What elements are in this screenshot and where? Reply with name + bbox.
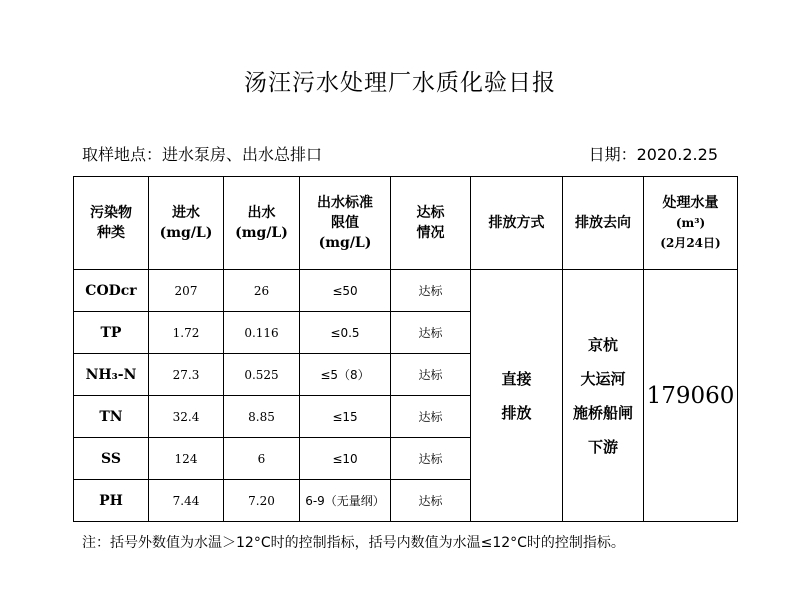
discharge-destination-line3: 施桥船闸 [572,403,633,422]
header-standard-line1: 出水标准 [317,195,373,211]
header-compliance-line1: 达标 [416,205,445,221]
water-quality-table [73,176,738,522]
discharge-method-line2: 排放 [501,403,532,422]
limit-cell: ≤0.5 [300,312,391,354]
treated-volume-cell: 179060 [644,270,738,522]
header-standard-line2: 限值 [331,215,359,231]
limit-cell: 6-9（无量纲） [300,480,391,522]
header-compliance [391,177,471,270]
param-cell: TP [74,312,149,354]
status-cell: 达标 [391,270,471,312]
header-influent-line1: 进水 [172,205,200,221]
influent-cell: 32.4 [149,396,224,438]
header-standard [300,177,391,270]
status-cell: 达标 [391,354,471,396]
discharge-destination-cell [563,270,644,522]
sample-location: 取样地点：进水泵房、出水总排口 [82,145,323,164]
header-pollutant-line1: 污染物 [90,205,132,221]
header-effluent-line2: (mg/L) [235,225,288,241]
param-cell: TN [74,396,149,438]
param-cell: PH [74,480,149,522]
param-cell: NH₃-N [74,354,149,396]
param-cell: CODcr [74,270,149,312]
header-influent [149,177,224,270]
influent-cell: 27.3 [149,354,224,396]
effluent-cell: 0.116 [224,312,300,354]
discharge-destination-line2: 大运河 [580,369,626,388]
header-discharge-destination: 排放去向 [563,177,644,270]
limit-cell: ≤15 [300,396,391,438]
header-volume [644,177,738,270]
header-effluent-line1: 出水 [247,205,276,221]
footnote: 注：括号外数值为水温＞12°C时的控制指标，括号内数值为水温≤12°C时的控制指标。 [82,535,625,551]
effluent-cell: 26 [224,270,300,312]
effluent-cell: 0.525 [224,354,300,396]
effluent-cell: 7.20 [224,480,300,522]
effluent-cell: 6 [224,438,300,480]
limit-cell: ≤10 [300,438,391,480]
header-pollutant [74,177,149,270]
discharge-destination-line4: 下游 [587,437,618,456]
influent-cell: 124 [149,438,224,480]
header-effluent [224,177,300,270]
header-standard-line3: (mg/L) [318,235,372,251]
influent-cell: 1.72 [149,312,224,354]
discharge-destination-line1: 京杭 [587,335,618,354]
report-title: 汤汪污水处理厂水质化验日报 [244,70,556,96]
limit-cell: ≤5（8） [300,354,391,396]
report-date: 日期：2020.2.25 [588,145,718,164]
header-volume-date: (2月24日) [660,236,721,250]
influent-cell: 7.44 [149,480,224,522]
discharge-method-line1: 直接 [501,369,532,388]
header-influent-line2: (mg/L) [159,225,213,241]
influent-cell: 207 [149,270,224,312]
header-pollutant-line2: 种类 [97,225,125,241]
status-cell: 达标 [391,396,471,438]
table-row [74,270,738,312]
status-cell: 达标 [391,438,471,480]
limit-cell: ≤50 [300,270,391,312]
header-volume-unit: (m³) [675,216,706,230]
param-cell: SS [74,438,149,480]
header-compliance-line2: 情况 [416,225,445,241]
status-cell: 达标 [391,480,471,522]
status-cell: 达标 [391,312,471,354]
effluent-cell: 8.85 [224,396,300,438]
header-row [74,177,738,270]
header-discharge-method: 排放方式 [471,177,563,270]
header-volume-line1: 处理水量 [662,195,719,211]
discharge-method-cell [471,270,563,522]
